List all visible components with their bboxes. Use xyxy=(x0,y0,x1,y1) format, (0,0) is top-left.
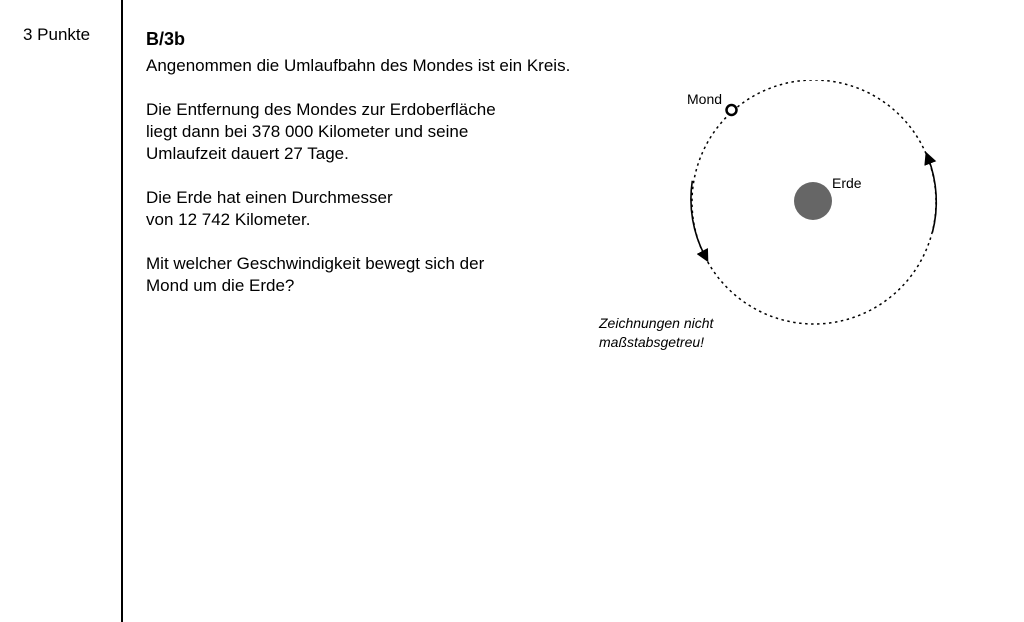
task-line-3: Umlaufzeit dauert 27 Tage. xyxy=(146,144,349,163)
scale-note xyxy=(599,314,713,352)
earth-label: Erde xyxy=(832,175,862,191)
points-label: 3 Punkte xyxy=(23,25,91,44)
motion-arrow-left xyxy=(691,181,705,257)
task-id: B/3b xyxy=(146,29,186,49)
scale-note-line-1: Zeichnungen nicht xyxy=(599,315,714,331)
task-line-5: von 12 742 Kilometer. xyxy=(146,210,311,229)
question-line-1: Mit welcher Geschwindigkeit bewegt sich der xyxy=(146,254,485,273)
motion-arrow-right xyxy=(928,158,936,233)
margin-divider xyxy=(121,0,123,622)
task-line-4: Die Erde hat einen Durchmesser xyxy=(146,188,393,207)
task-text xyxy=(146,28,646,297)
question-line-2: Mond um die Erde? xyxy=(146,276,295,295)
moon-icon xyxy=(727,105,737,115)
task-intro: Angenommen die Umlaufbahn des Mondes ist ein Kreis. xyxy=(146,56,571,75)
moon-label: Mond xyxy=(687,91,723,107)
earth-icon xyxy=(794,182,832,220)
task-line-2: liegt dann bei 378 000 Kilometer und seine xyxy=(146,122,469,141)
scale-note-line-2: maßstabsgetreu! xyxy=(599,334,705,350)
task-line-1: Die Entfernung des Mondes zur Erdoberfläche xyxy=(146,100,496,119)
